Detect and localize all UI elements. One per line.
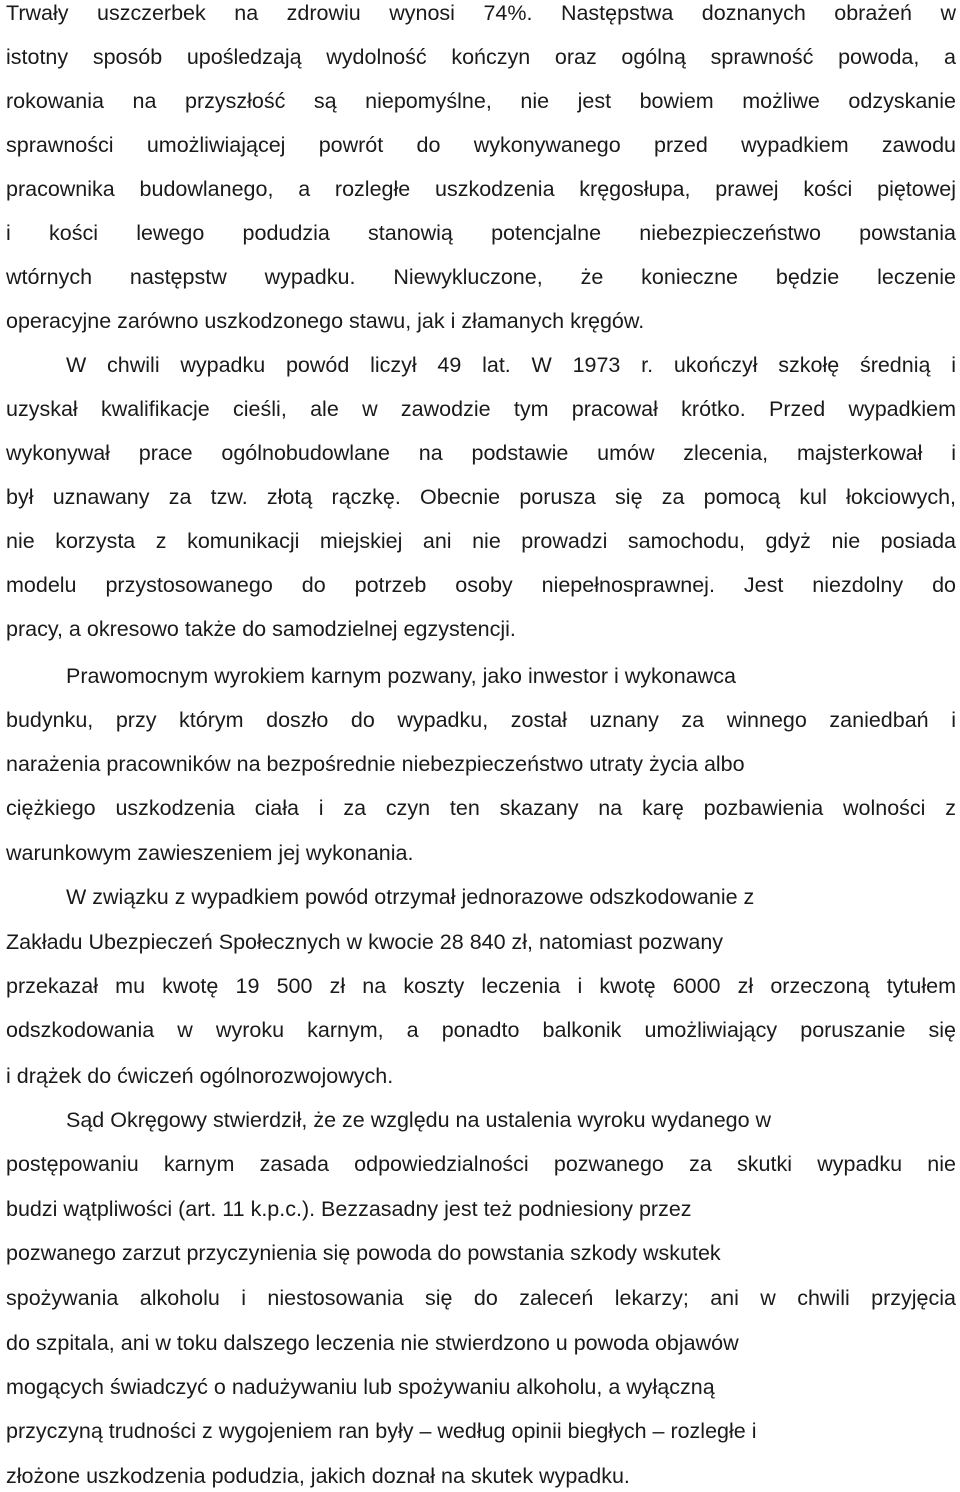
- text-line: wtórnych następstw wypadku. Niewykluczone, że konieczne będzie leczenie: [6, 265, 956, 289]
- text-line: przyczyną trudności z wygojeniem ran były – według opinii biegłych – rozległe i: [6, 1419, 757, 1443]
- text-line: mogących świadczyć o nadużywaniu lub spożywaniu alkoholu, a wyłączną: [6, 1375, 715, 1399]
- text-line: nie korzysta z komunikacji miejskiej ani nie prowadzi samochodu, gdyż nie posiada: [6, 529, 956, 553]
- text-line: operacyjne zarówno uszkodzonego stawu, jak i złamanych kręgów.: [6, 309, 645, 333]
- text-line: postępowaniu karnym zasada odpowiedzialności pozwanego za skutki wypadku nie: [6, 1152, 956, 1176]
- text-line: Prawomocnym wyrokiem karnym pozwany, jako inwestor i wykonawca: [66, 664, 736, 688]
- text-line: warunkowym zawieszeniem jej wykonania.: [6, 841, 414, 865]
- text-line: odszkodowania w wyroku karnym, a ponadto balkonik umożliwiający poruszanie się: [6, 1018, 956, 1042]
- text-line: przekazał mu kwotę 19 500 zł na koszty leczenia i kwotę 6000 zł orzeczoną tytułem: [6, 974, 956, 998]
- text-line: sprawności umożliwiającej powrót do wykonywanego przed wypadkiem zawodu: [6, 133, 956, 157]
- text-line: pozwanego zarzut przyczynienia się powoda do powstania szkody wskutek: [6, 1241, 721, 1265]
- text-line: wykonywał prace ogólnobudowlane na podstawie umów zlecenia, majsterkował i: [6, 441, 956, 465]
- text-line: spożywania alkoholu i niestosowania się do zaleceń lekarzy; ani w chwili przyjęcia: [6, 1286, 956, 1310]
- text-line: uzyskał kwalifikacje cieśli, ale w zawodzie tym pracował krótko. Przed wypadkiem: [6, 397, 956, 421]
- text-line: budynku, przy którym doszło do wypadku, został uznany za winnego zaniedbań i: [6, 708, 956, 732]
- text-line: rokowania na przyszłość są niepomyślne, nie jest bowiem możliwe odzyskanie: [6, 89, 956, 113]
- text-line: ciężkiego uszkodzenia ciała i za czyn ten skazany na karę pozbawienia wolności z: [6, 796, 956, 820]
- text-line: złożone uszkodzenia podudzia, jakich doznał na skutek wypadku.: [6, 1464, 630, 1488]
- text-line: Trwały uszczerbek na zdrowiu wynosi 74%. Następstwa doznanych obrażeń w: [6, 1, 956, 25]
- text-line: Sąd Okręgowy stwierdził, że ze względu na ustalenia wyroku wydanego w: [66, 1108, 772, 1132]
- text-line: pracy, a okresowo także do samodzielnej egzystencji.: [6, 617, 516, 641]
- text-line: pracownika budowlanego, a rozległe uszkodzenia kręgosłupa, prawej kości piętowej: [6, 177, 956, 201]
- text-line: i drążek do ćwiczeń ogólnorozwojowych.: [6, 1064, 394, 1088]
- text-line: budzi wątpliwości (art. 11 k.p.c.). Bezzasadny jest też podniesiony przez: [6, 1197, 692, 1221]
- text-line: Zakładu Ubezpieczeń Społecznych w kwocie 28 840 zł, natomiast pozwany: [6, 930, 724, 954]
- text-line: W chwili wypadku powód liczył 49 lat. W 1973 r. ukończył szkołę średnią i: [66, 353, 956, 377]
- text-line: do szpitala, ani w toku dalszego leczenia nie stwierdzono u powoda objawów: [6, 1331, 739, 1355]
- text-line: i kości lewego podudzia stanowią potencjalne niebezpieczeństwo powstania: [6, 221, 956, 245]
- text-line: był uznawany za tzw. złotą rączkę. Obecnie porusza się za pomocą kul łokciowych,: [6, 485, 956, 509]
- text-line: istotny sposób upośledzają wydolność kończyn oraz ogólną sprawność powoda, a: [6, 45, 956, 69]
- text-line: narażenia pracowników na bezpośrednie niebezpieczeństwo utraty życia albo: [6, 752, 745, 776]
- text-line: modelu przystosowanego do potrzeb osoby niepełnosprawnej. Jest niezdolny do: [6, 573, 956, 597]
- text-line: W związku z wypadkiem powód otrzymał jednorazowe odszkodowanie z: [66, 885, 755, 909]
